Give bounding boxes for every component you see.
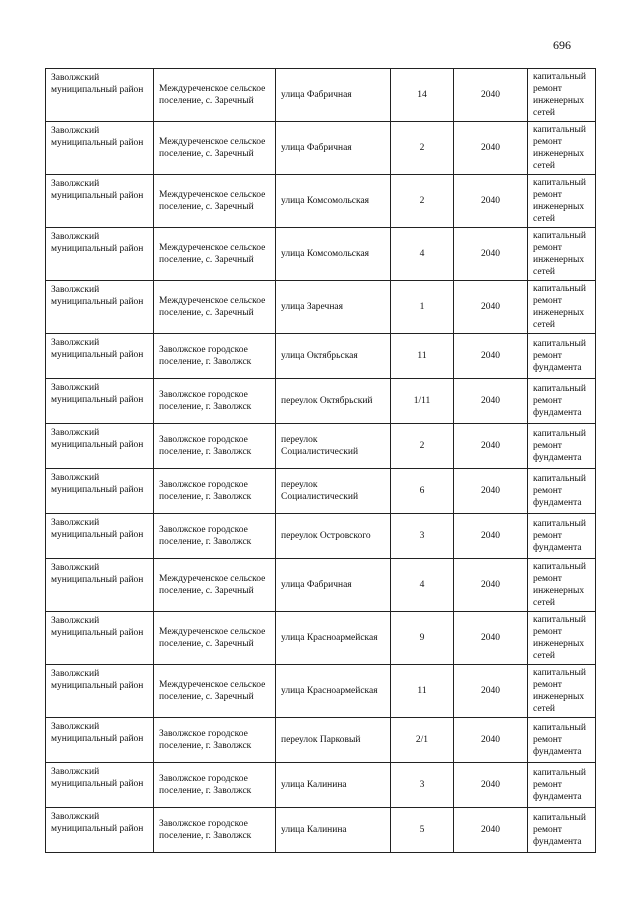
year-cell: 2040 (454, 175, 528, 228)
table-row (46, 469, 596, 514)
table-row (46, 612, 596, 665)
table-row (46, 334, 596, 379)
table-row (46, 281, 596, 334)
year-cell: 2040 (454, 559, 528, 612)
year-cell: 2040 (454, 612, 528, 665)
street-cell: улица Красноармейская (276, 612, 391, 665)
street-cell: улица Калинина (276, 808, 391, 853)
street-cell: улица Фабричная (276, 69, 391, 122)
year-cell: 2040 (454, 424, 528, 469)
repair-type-cell: капитальный ремонт инженерных сетей (528, 559, 596, 612)
year-cell: 2040 (454, 122, 528, 175)
year-cell: 2040 (454, 808, 528, 853)
house-number-cell: 14 (391, 69, 454, 122)
table-row (46, 175, 596, 228)
repair-type-cell: капитальный ремонт фундамента (528, 469, 596, 514)
repair-type-cell: капитальный ремонт инженерных сетей (528, 69, 596, 122)
house-number-cell: 11 (391, 665, 454, 718)
repair-type-cell: капитальный ремонт фундамента (528, 808, 596, 853)
street-cell: улица Фабричная (276, 559, 391, 612)
street-cell: улица Октябрьская (276, 334, 391, 379)
settlement-cell: Заволжское городское поселение, г. Заволжск (154, 424, 276, 469)
street-cell: переулок Октябрьский (276, 379, 391, 424)
table-row (46, 559, 596, 612)
district-cell: Заволжский муниципальный район (46, 379, 154, 424)
settlement-cell: Междуреченское сельское поселение, с. Заречный (154, 122, 276, 175)
page-number: 696 (553, 38, 571, 52)
street-cell: улица Калинина (276, 763, 391, 808)
house-number-cell: 1/11 (391, 379, 454, 424)
settlement-cell: Междуреченское сельское поселение, с. Заречный (154, 69, 276, 122)
district-cell: Заволжский муниципальный район (46, 424, 154, 469)
year-cell: 2040 (454, 281, 528, 334)
house-number-cell: 5 (391, 808, 454, 853)
repair-type-cell: капитальный ремонт инженерных сетей (528, 281, 596, 334)
settlement-cell: Заволжское городское поселение, г. Заволжск (154, 514, 276, 559)
settlement-cell: Заволжское городское поселение, г. Заволжск (154, 808, 276, 853)
street-cell: улица Комсомольская (276, 228, 391, 281)
street-cell: улица Красноармейская (276, 665, 391, 718)
repair-type-cell: капитальный ремонт инженерных сетей (528, 665, 596, 718)
settlement-cell: Междуреченское сельское поселение, с. Заречный (154, 175, 276, 228)
settlement-cell: Заволжское городское поселение, г. Заволжск (154, 379, 276, 424)
settlement-cell: Заволжское городское поселение, г. Заволжск (154, 763, 276, 808)
district-cell: Заволжский муниципальный район (46, 612, 154, 665)
house-number-cell: 2 (391, 122, 454, 175)
district-cell: Заволжский муниципальный район (46, 665, 154, 718)
district-cell: Заволжский муниципальный район (46, 469, 154, 514)
street-cell: переулок Парковый (276, 718, 391, 763)
settlement-cell: Междуреченское сельское поселение, с. Заречный (154, 612, 276, 665)
district-cell: Заволжский муниципальный район (46, 228, 154, 281)
settlement-cell: Заволжское городское поселение, г. Заволжск (154, 718, 276, 763)
repair-type-cell: капитальный ремонт фундамента (528, 334, 596, 379)
year-cell: 2040 (454, 379, 528, 424)
settlement-cell: Заволжское городское поселение, г. Заволжск (154, 469, 276, 514)
settlement-cell: Междуреченское сельское поселение, с. Заречный (154, 665, 276, 718)
house-number-cell: 3 (391, 763, 454, 808)
settlement-cell: Заволжское городское поселение, г. Заволжск (154, 334, 276, 379)
year-cell: 2040 (454, 334, 528, 379)
street-cell: улица Фабричная (276, 122, 391, 175)
year-cell: 2040 (454, 718, 528, 763)
year-cell: 2040 (454, 763, 528, 808)
street-cell: переулок Социалистический (276, 469, 391, 514)
house-number-cell: 4 (391, 228, 454, 281)
repair-type-cell: капитальный ремонт фундамента (528, 514, 596, 559)
street-cell: улица Заречная (276, 281, 391, 334)
house-number-cell: 9 (391, 612, 454, 665)
district-cell: Заволжский муниципальный район (46, 808, 154, 853)
table-row (46, 379, 596, 424)
settlement-cell: Междуреченское сельское поселение, с. Заречный (154, 228, 276, 281)
house-number-cell: 4 (391, 559, 454, 612)
table-row (46, 665, 596, 718)
table-row (46, 514, 596, 559)
district-cell: Заволжский муниципальный район (46, 718, 154, 763)
district-cell: Заволжский муниципальный район (46, 122, 154, 175)
district-cell: Заволжский муниципальный район (46, 763, 154, 808)
settlement-cell: Междуреченское сельское поселение, с. Заречный (154, 281, 276, 334)
table-row (46, 228, 596, 281)
table-row (46, 424, 596, 469)
housing-repair-table (45, 68, 596, 853)
district-cell: Заволжский муниципальный район (46, 559, 154, 612)
repair-type-cell: капитальный ремонт инженерных сетей (528, 122, 596, 175)
street-cell: переулок Социалистический (276, 424, 391, 469)
repair-type-cell: капитальный ремонт инженерных сетей (528, 228, 596, 281)
table-row (46, 122, 596, 175)
table-row (46, 763, 596, 808)
repair-type-cell: капитальный ремонт инженерных сетей (528, 175, 596, 228)
year-cell: 2040 (454, 469, 528, 514)
repair-type-cell: капитальный ремонт фундамента (528, 718, 596, 763)
street-cell: переулок Островского (276, 514, 391, 559)
house-number-cell: 3 (391, 514, 454, 559)
repair-type-cell: капитальный ремонт фундамента (528, 424, 596, 469)
year-cell: 2040 (454, 514, 528, 559)
repair-type-cell: капитальный ремонт фундамента (528, 379, 596, 424)
district-cell: Заволжский муниципальный район (46, 281, 154, 334)
house-number-cell: 2 (391, 424, 454, 469)
house-number-cell: 2/1 (391, 718, 454, 763)
repair-type-cell: капитальный ремонт инженерных сетей (528, 612, 596, 665)
district-cell: Заволжский муниципальный район (46, 514, 154, 559)
table-row (46, 69, 596, 122)
table-row (46, 718, 596, 763)
house-number-cell: 1 (391, 281, 454, 334)
year-cell: 2040 (454, 665, 528, 718)
year-cell: 2040 (454, 228, 528, 281)
year-cell: 2040 (454, 69, 528, 122)
table-row (46, 808, 596, 853)
district-cell: Заволжский муниципальный район (46, 334, 154, 379)
settlement-cell: Междуреченское сельское поселение, с. Заречный (154, 559, 276, 612)
house-number-cell: 2 (391, 175, 454, 228)
district-cell: Заволжский муниципальный район (46, 69, 154, 122)
repair-type-cell: капитальный ремонт фундамента (528, 763, 596, 808)
district-cell: Заволжский муниципальный район (46, 175, 154, 228)
street-cell: улица Комсомольская (276, 175, 391, 228)
house-number-cell: 11 (391, 334, 454, 379)
house-number-cell: 6 (391, 469, 454, 514)
